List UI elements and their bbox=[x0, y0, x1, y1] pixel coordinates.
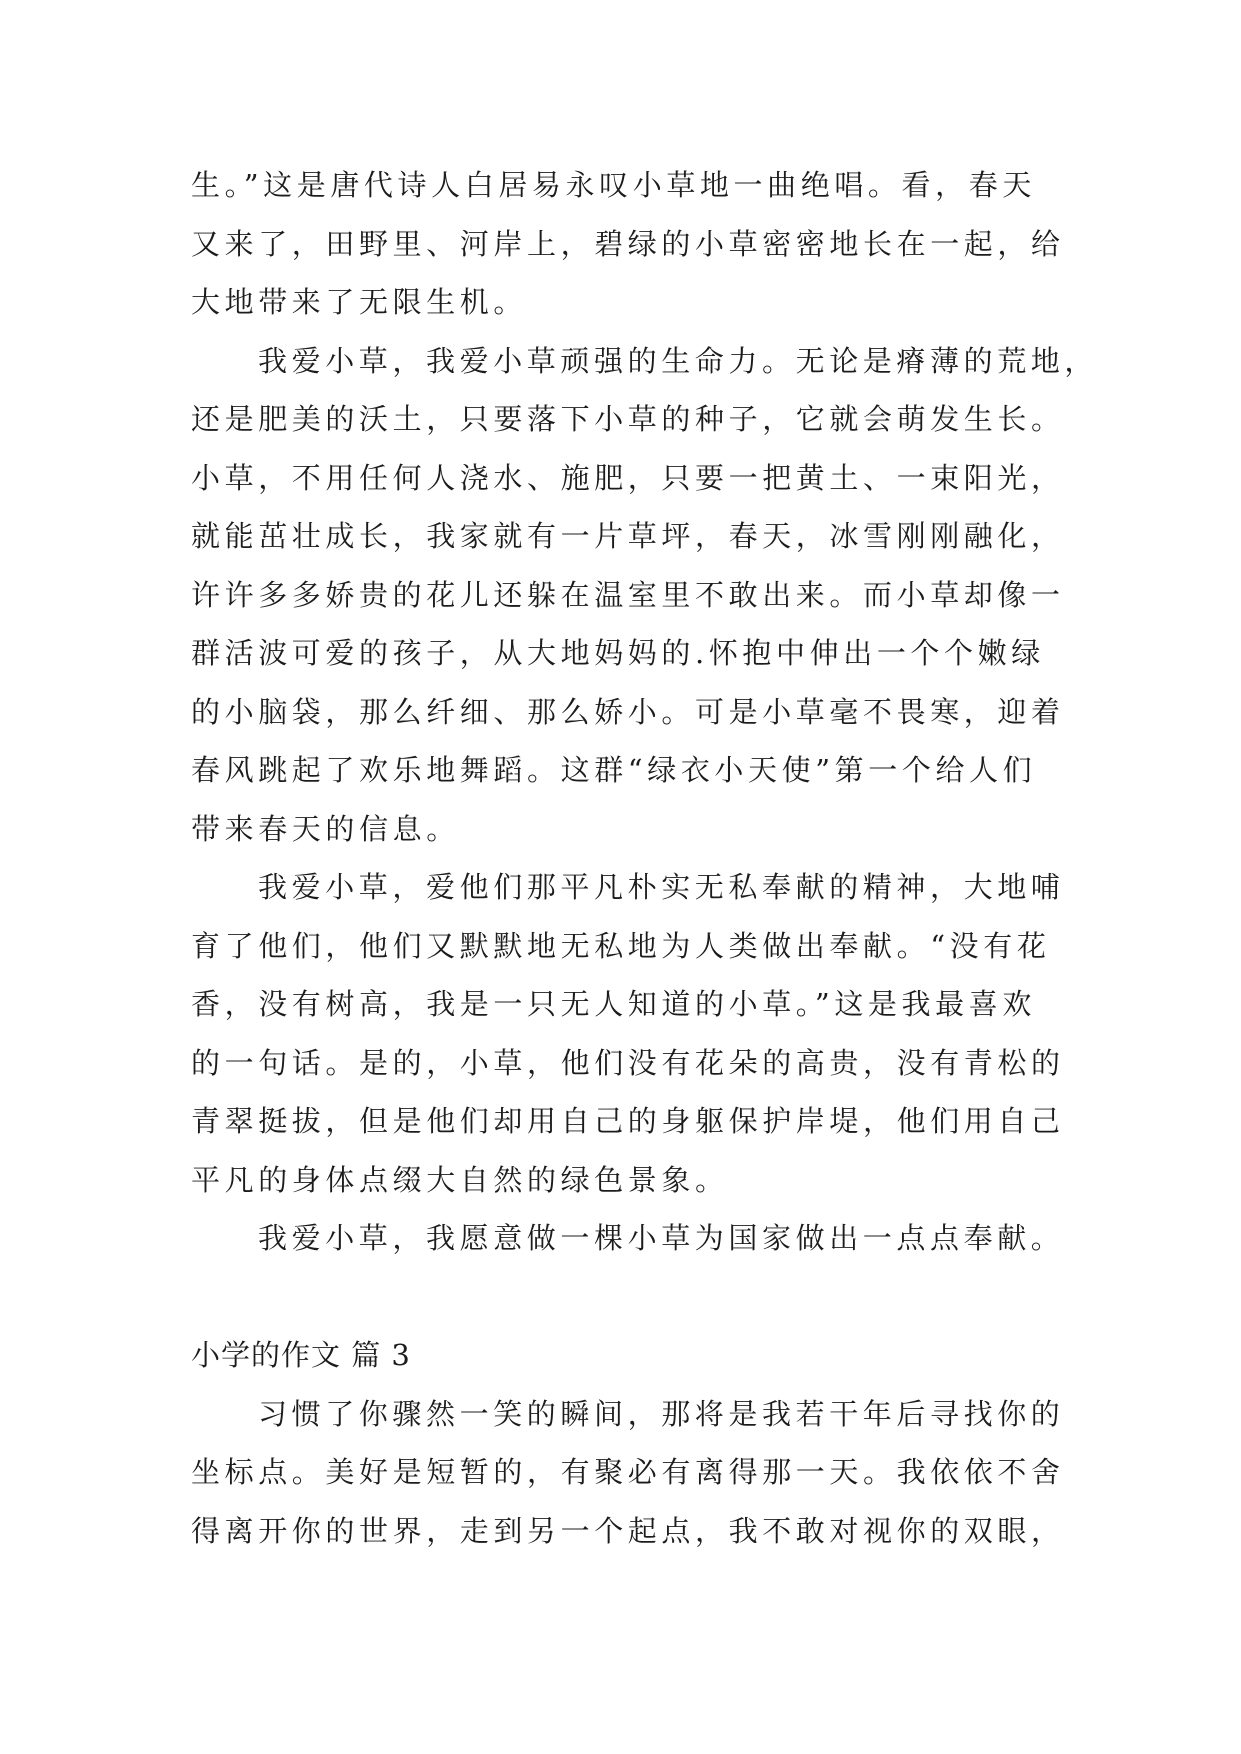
text-line: 青翠挺拔，但是他们却用自己的身躯保护岸堤，他们用自己 bbox=[191, 1104, 1065, 1138]
text-line: 大地带来了无限生机。 bbox=[191, 285, 528, 319]
paragraph bbox=[191, 1209, 1065, 1268]
text-line: 就能茁壮成长，我家就有一片草坪，春天，冰雪刚刚融化， bbox=[191, 519, 1065, 553]
text-line: 我爱小草，我爱小草顽强的生命力。无论是瘠薄的荒地， bbox=[258, 343, 1099, 378]
text-line: 我爱小草，我愿意做一棵小草为国家做出一点点奉献。 bbox=[258, 1221, 1065, 1255]
section-heading: 小学的作文 篇 3 bbox=[191, 1338, 411, 1372]
paragraph bbox=[191, 332, 1099, 859]
text-line: 的一句话。是的，小草，他们没有花朵的高贵，没有青松的 bbox=[191, 1045, 1065, 1080]
paragraph bbox=[191, 1385, 1065, 1561]
text-line: 坐标点。美好是短暂的，有聚必有离得那一天。我依依不舍 bbox=[191, 1455, 1065, 1489]
text-line: 的小脑袋，那么纤细、那么娇小。可是小草毫不畏寒，迎着 bbox=[191, 694, 1065, 729]
text-line: 还是肥美的沃土，只要落下小草的种子，它就会萌发生长。 bbox=[191, 402, 1065, 436]
text-line: 带来春天的信息。 bbox=[191, 811, 460, 846]
text-column bbox=[191, 156, 1099, 1560]
text-line: 又来了，田野里、河岸上，碧绿的小草密密地长在一起，给 bbox=[191, 226, 1065, 261]
text-line: 群活波可爱的孩子，从大地妈妈的.怀抱中伸出一个个嫩绿 bbox=[191, 636, 1045, 670]
paragraph bbox=[191, 156, 1065, 332]
paragraph bbox=[191, 858, 1065, 1209]
text-line: 育了他们，他们又默默地无私地为人类做出奉献。“没有花 bbox=[191, 928, 1051, 963]
text-line: 得离开你的世界，走到另一个起点，我不敢对视你的双眼， bbox=[191, 1513, 1065, 1548]
text-line: 习惯了你骤然一笑的瞬间，那将是我若干年后寻找你的 bbox=[258, 1396, 1065, 1431]
text-line: 春风跳起了欢乐地舞蹈。这群“绿衣小天使”第一个给人们 bbox=[191, 753, 1037, 787]
text-line: 我爱小草，爱他们那平凡朴实无私奉献的精神，大地哺 bbox=[258, 870, 1065, 904]
text-line: 小草，不用任何人浇水、施肥，只要一把黄土、一束阳光， bbox=[191, 460, 1065, 495]
text-line: 生。”这是唐代诗人白居易永叹小草地一曲绝唱。看，春天 bbox=[191, 168, 1036, 202]
text-line: 许许多多娇贵的花儿还躲在温室里不敢出来。而小草却像一 bbox=[191, 577, 1065, 612]
text-line: 香，没有树高，我是一只无人知道的小草。”这是我最喜欢 bbox=[191, 987, 1036, 1021]
text-line: 平凡的身体点缀大自然的绿色景象。 bbox=[191, 1162, 729, 1197]
blank-line bbox=[191, 1268, 1051, 1327]
